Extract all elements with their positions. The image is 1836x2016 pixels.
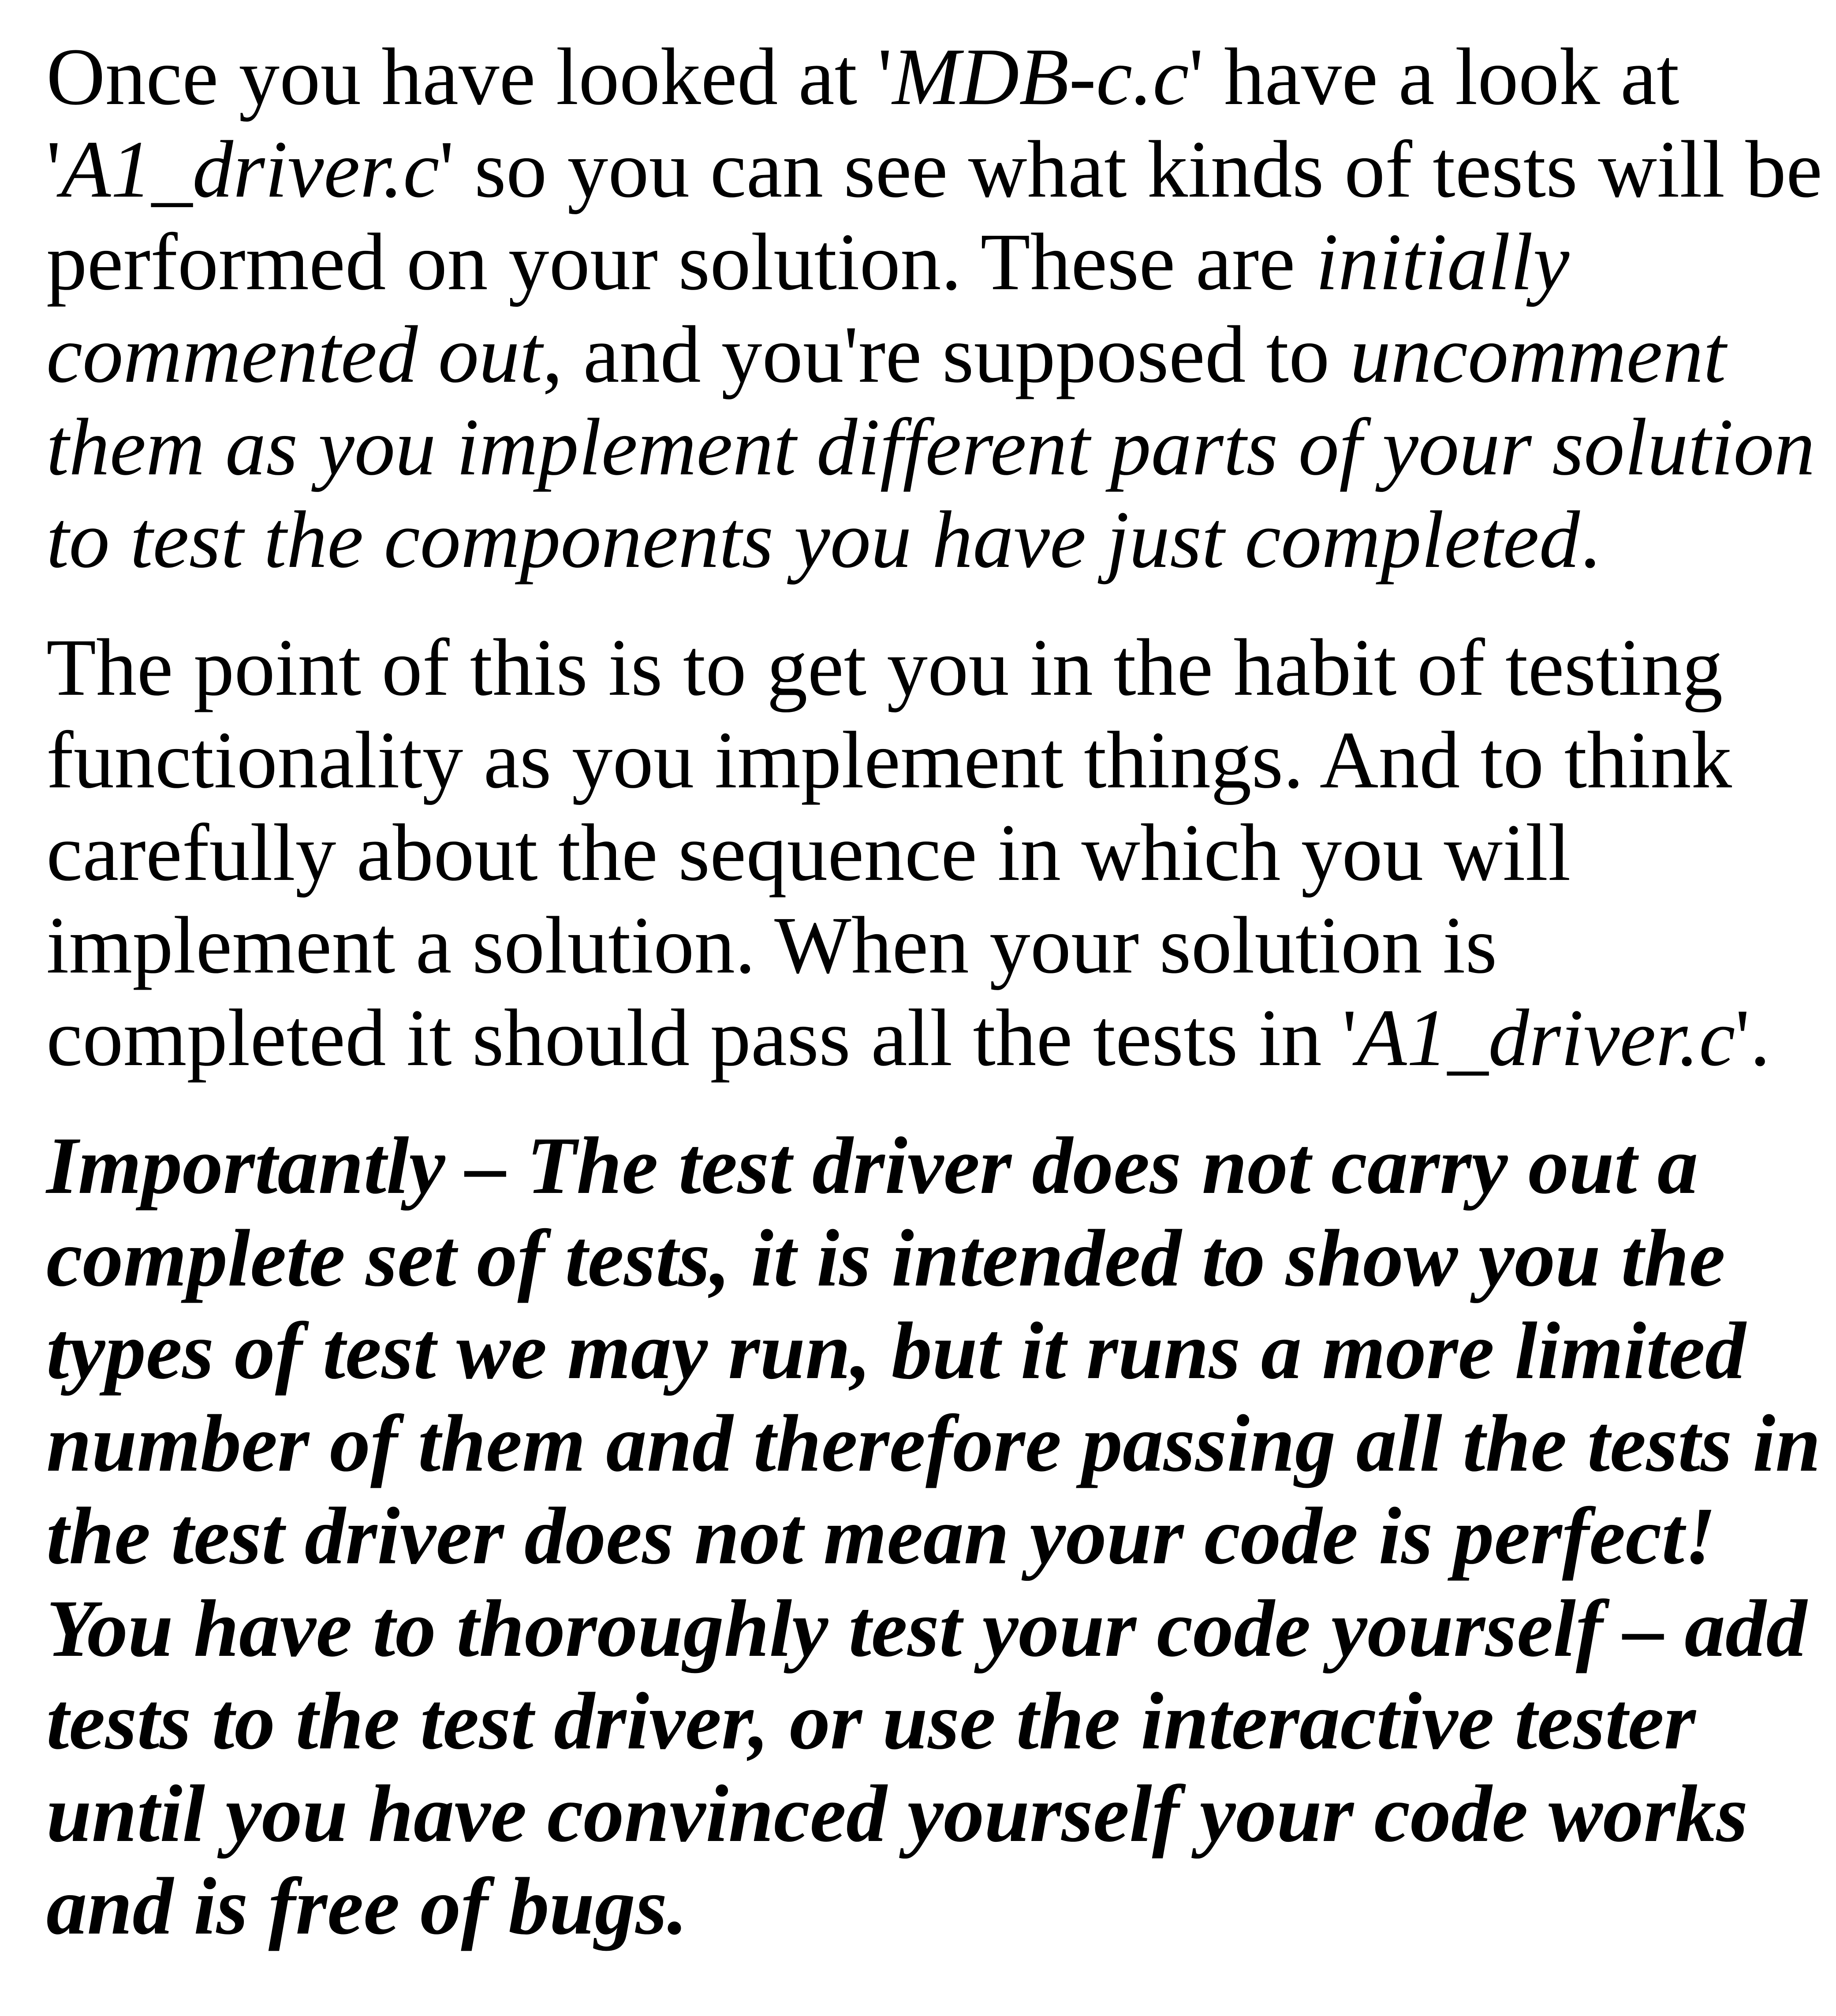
intro-paragraph (46, 31, 1832, 586)
text-line (46, 1212, 1832, 1305)
text-segment: You have to thoroughly test your code yourself – add (46, 1584, 1807, 1674)
text-segment: ' so you can see what kinds of tests will be (439, 124, 1823, 215)
text-line (46, 1583, 1832, 1675)
text-segment: , and you're supposed to (542, 309, 1350, 400)
text-line (46, 714, 1832, 807)
text-segment: to test the components you have just completed (46, 495, 1580, 585)
text-segment: performed on your solution. These are (46, 217, 1316, 307)
text-line (46, 1305, 1832, 1397)
text-line (46, 123, 1832, 216)
text-line (46, 899, 1832, 992)
text-segment: the test driver does not mean your code is perfect! (46, 1491, 1716, 1581)
text-segment: functionality as you implement things. And to think (46, 715, 1732, 805)
text-segment: ' (46, 124, 61, 215)
text-line (46, 1490, 1832, 1583)
text-segment: '. (1735, 993, 1770, 1083)
text-segment: tests to the test driver, or use the interactive tester (46, 1676, 1696, 1766)
text-line (46, 401, 1832, 494)
text-segment: Once you have looked at ' (46, 32, 892, 122)
text-segment: completed it should pass all the tests in ' (46, 993, 1357, 1083)
text-line (46, 494, 1832, 586)
text-line (46, 1120, 1832, 1212)
text-segment: types of test we may run, but it runs a more limited (46, 1306, 1746, 1396)
text-segment: The point of this is to get you in the habit of testing (46, 622, 1723, 713)
text-line (46, 807, 1832, 899)
text-line (46, 309, 1832, 401)
text-line (46, 1768, 1832, 1860)
text-line (46, 992, 1832, 1084)
text-line (46, 31, 1832, 123)
text-segment: number of them and therefore passing all the tests in (46, 1398, 1821, 1489)
text-line (46, 1860, 1832, 1953)
text-segment: ' have a look at (1189, 32, 1679, 122)
purpose-paragraph (46, 622, 1832, 1084)
text-segment: A1_driver.c (61, 124, 440, 215)
text-segment: implement a solution. When your solution is (46, 900, 1497, 991)
text-segment: until you have convinced yourself your code works (46, 1769, 1748, 1859)
text-segment: them as you implement different parts of your solution (46, 402, 1815, 492)
text-segment: commented out (46, 309, 543, 400)
text-segment: A1_driver.c (1357, 993, 1735, 1083)
text-segment: . (1580, 495, 1601, 585)
text-segment: Importantly – The test driver does not carry out a (46, 1121, 1698, 1211)
text-segment: uncomment (1350, 309, 1726, 400)
text-segment: complete set of tests, it is intended to show you the (46, 1213, 1725, 1304)
text-segment: MDB-c.c (892, 32, 1189, 122)
text-line (46, 1397, 1832, 1490)
text-segment: initially (1315, 217, 1570, 307)
importantly-paragraph (46, 1120, 1832, 1953)
text-line (46, 216, 1832, 309)
text-line (46, 622, 1832, 714)
text-segment: and is free of bugs. (46, 1861, 688, 1952)
text-segment: carefully about the sequence in which you will (46, 808, 1571, 898)
text-line (46, 1675, 1832, 1768)
